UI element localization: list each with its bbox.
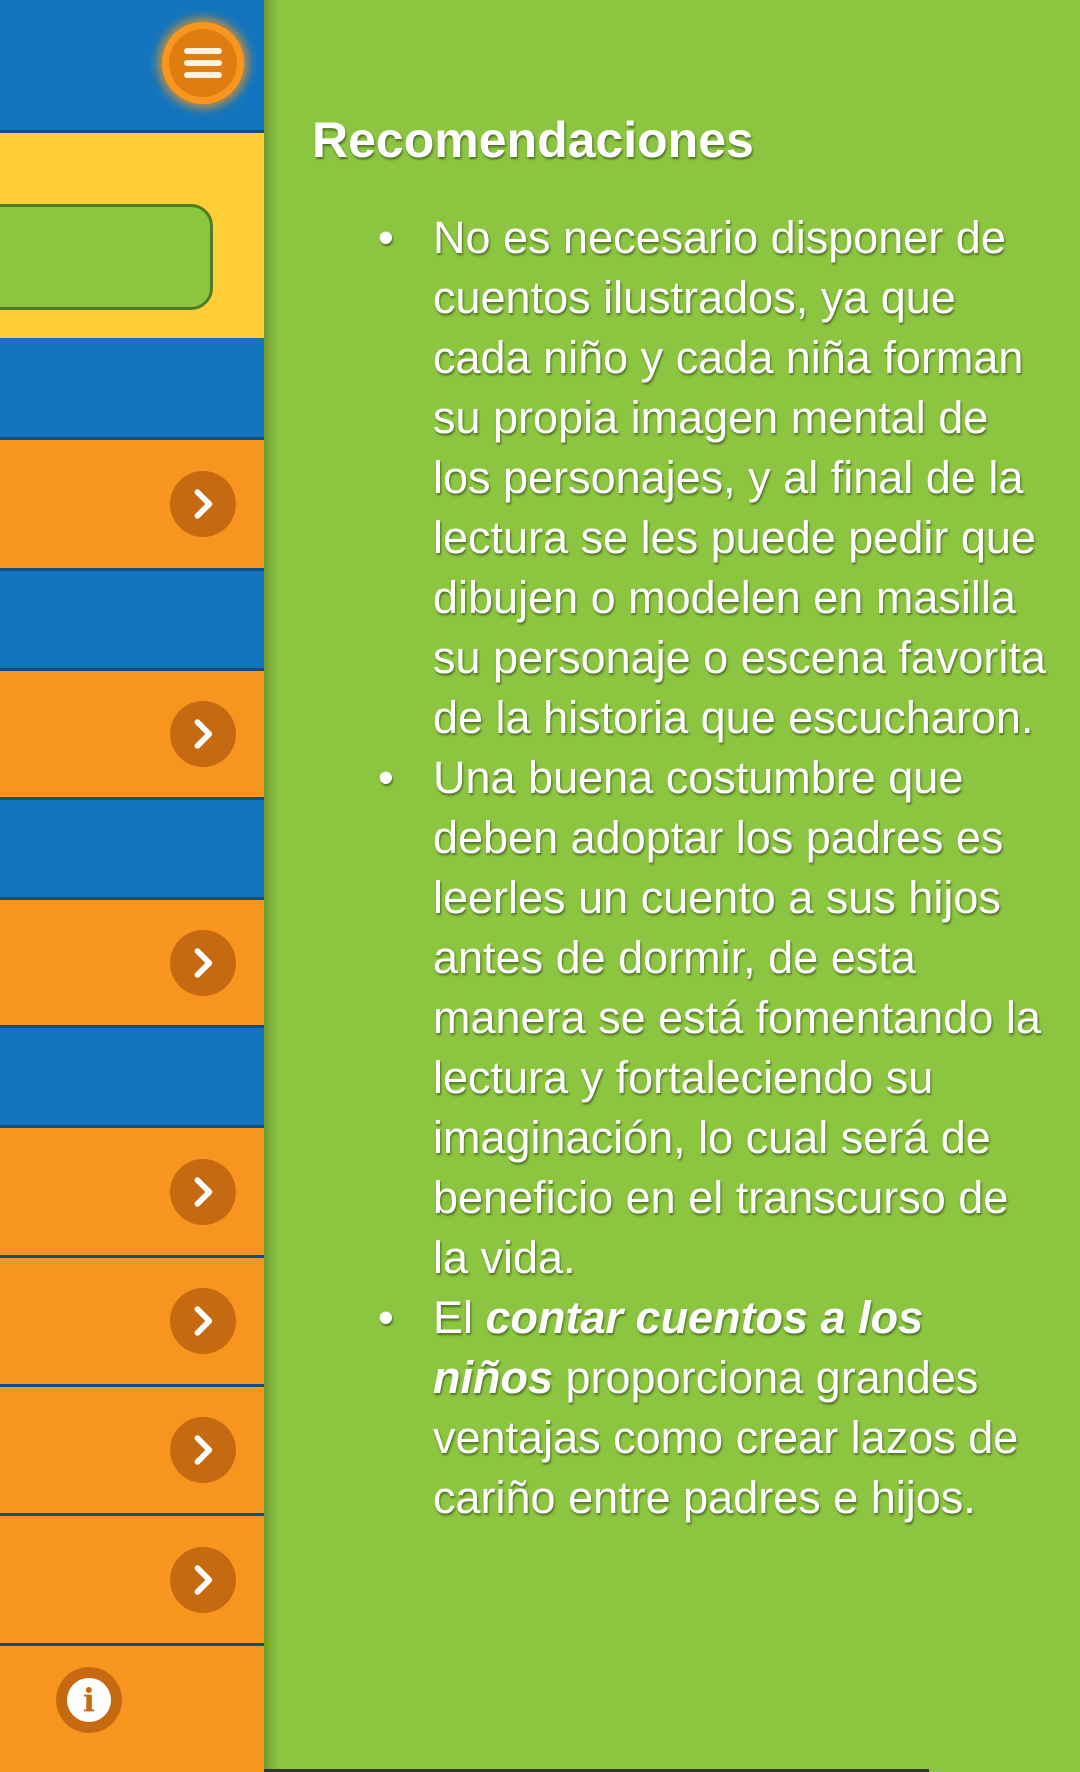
chevron-right-icon bbox=[170, 1547, 236, 1613]
bullet: • bbox=[378, 752, 394, 803]
recommendations-list bbox=[312, 208, 1052, 1528]
sidebar-footer bbox=[0, 1646, 264, 1772]
emphasized-text: contar cuentos a los niños bbox=[433, 1292, 924, 1403]
list-item bbox=[312, 748, 1052, 1288]
list-item bbox=[312, 1288, 1052, 1528]
info-button[interactable] bbox=[56, 1667, 122, 1733]
list-item-text-end: proporciona grandes ventajas como crear lazos de cariño entre padres e hijos. bbox=[433, 1352, 1019, 1523]
sidebar-item-3[interactable] bbox=[0, 900, 264, 1028]
chevron-right-icon bbox=[170, 471, 236, 537]
list-item-text: Una buena costumbre que deben adoptar los padres es leerles un cuento a sus hijos antes de dormir, de esta manera se está fomentando la lectura y fortaleciendo su imaginación, lo cual será de beneficio en el transcurso de la vida. bbox=[433, 752, 1041, 1283]
sidebar-item-7[interactable] bbox=[0, 1516, 264, 1646]
bullet: • bbox=[378, 1292, 394, 1343]
chevron-right-icon bbox=[170, 930, 236, 996]
sidebar-item-6[interactable] bbox=[0, 1387, 264, 1516]
main-content bbox=[312, 100, 1052, 1528]
list-item bbox=[312, 208, 1052, 748]
chevron-right-icon bbox=[170, 1159, 236, 1225]
list-item-text: No es necesario disponer de cuentos ilustrados, ya que cada niño y cada niña forman su propia imagen mental de los personajes, y al final de la lectura se les puede pedir que dibujen o modelen en masilla su personaje o escena favorita de la historia que escucharon. bbox=[433, 212, 1046, 743]
sidebar-section-header bbox=[0, 571, 264, 671]
chevron-right-icon bbox=[170, 1288, 236, 1354]
chevron-right-icon bbox=[170, 701, 236, 767]
sidebar-section-header bbox=[0, 800, 264, 900]
search-field[interactable] bbox=[0, 204, 213, 310]
sidebar-section-header bbox=[0, 1028, 264, 1128]
sidebar-header bbox=[0, 0, 264, 133]
sidebar bbox=[0, 0, 264, 1772]
page-heading: Recomendaciones bbox=[312, 112, 754, 168]
sidebar-item-2[interactable] bbox=[0, 671, 264, 800]
sidebar-shadow bbox=[264, 0, 278, 1772]
sidebar-item-4[interactable] bbox=[0, 1128, 264, 1258]
bullet: • bbox=[378, 212, 394, 263]
hamburger-menu-icon bbox=[169, 29, 237, 97]
sidebar-section-header bbox=[0, 338, 264, 440]
menu-button[interactable] bbox=[162, 22, 244, 104]
sidebar-item-5[interactable] bbox=[0, 1258, 264, 1387]
list-item-text-start: El bbox=[433, 1292, 486, 1343]
sidebar-item-1[interactable] bbox=[0, 440, 264, 571]
chevron-right-icon bbox=[170, 1417, 236, 1483]
info-icon: i bbox=[67, 1678, 111, 1722]
sidebar-search-panel bbox=[0, 133, 264, 341]
